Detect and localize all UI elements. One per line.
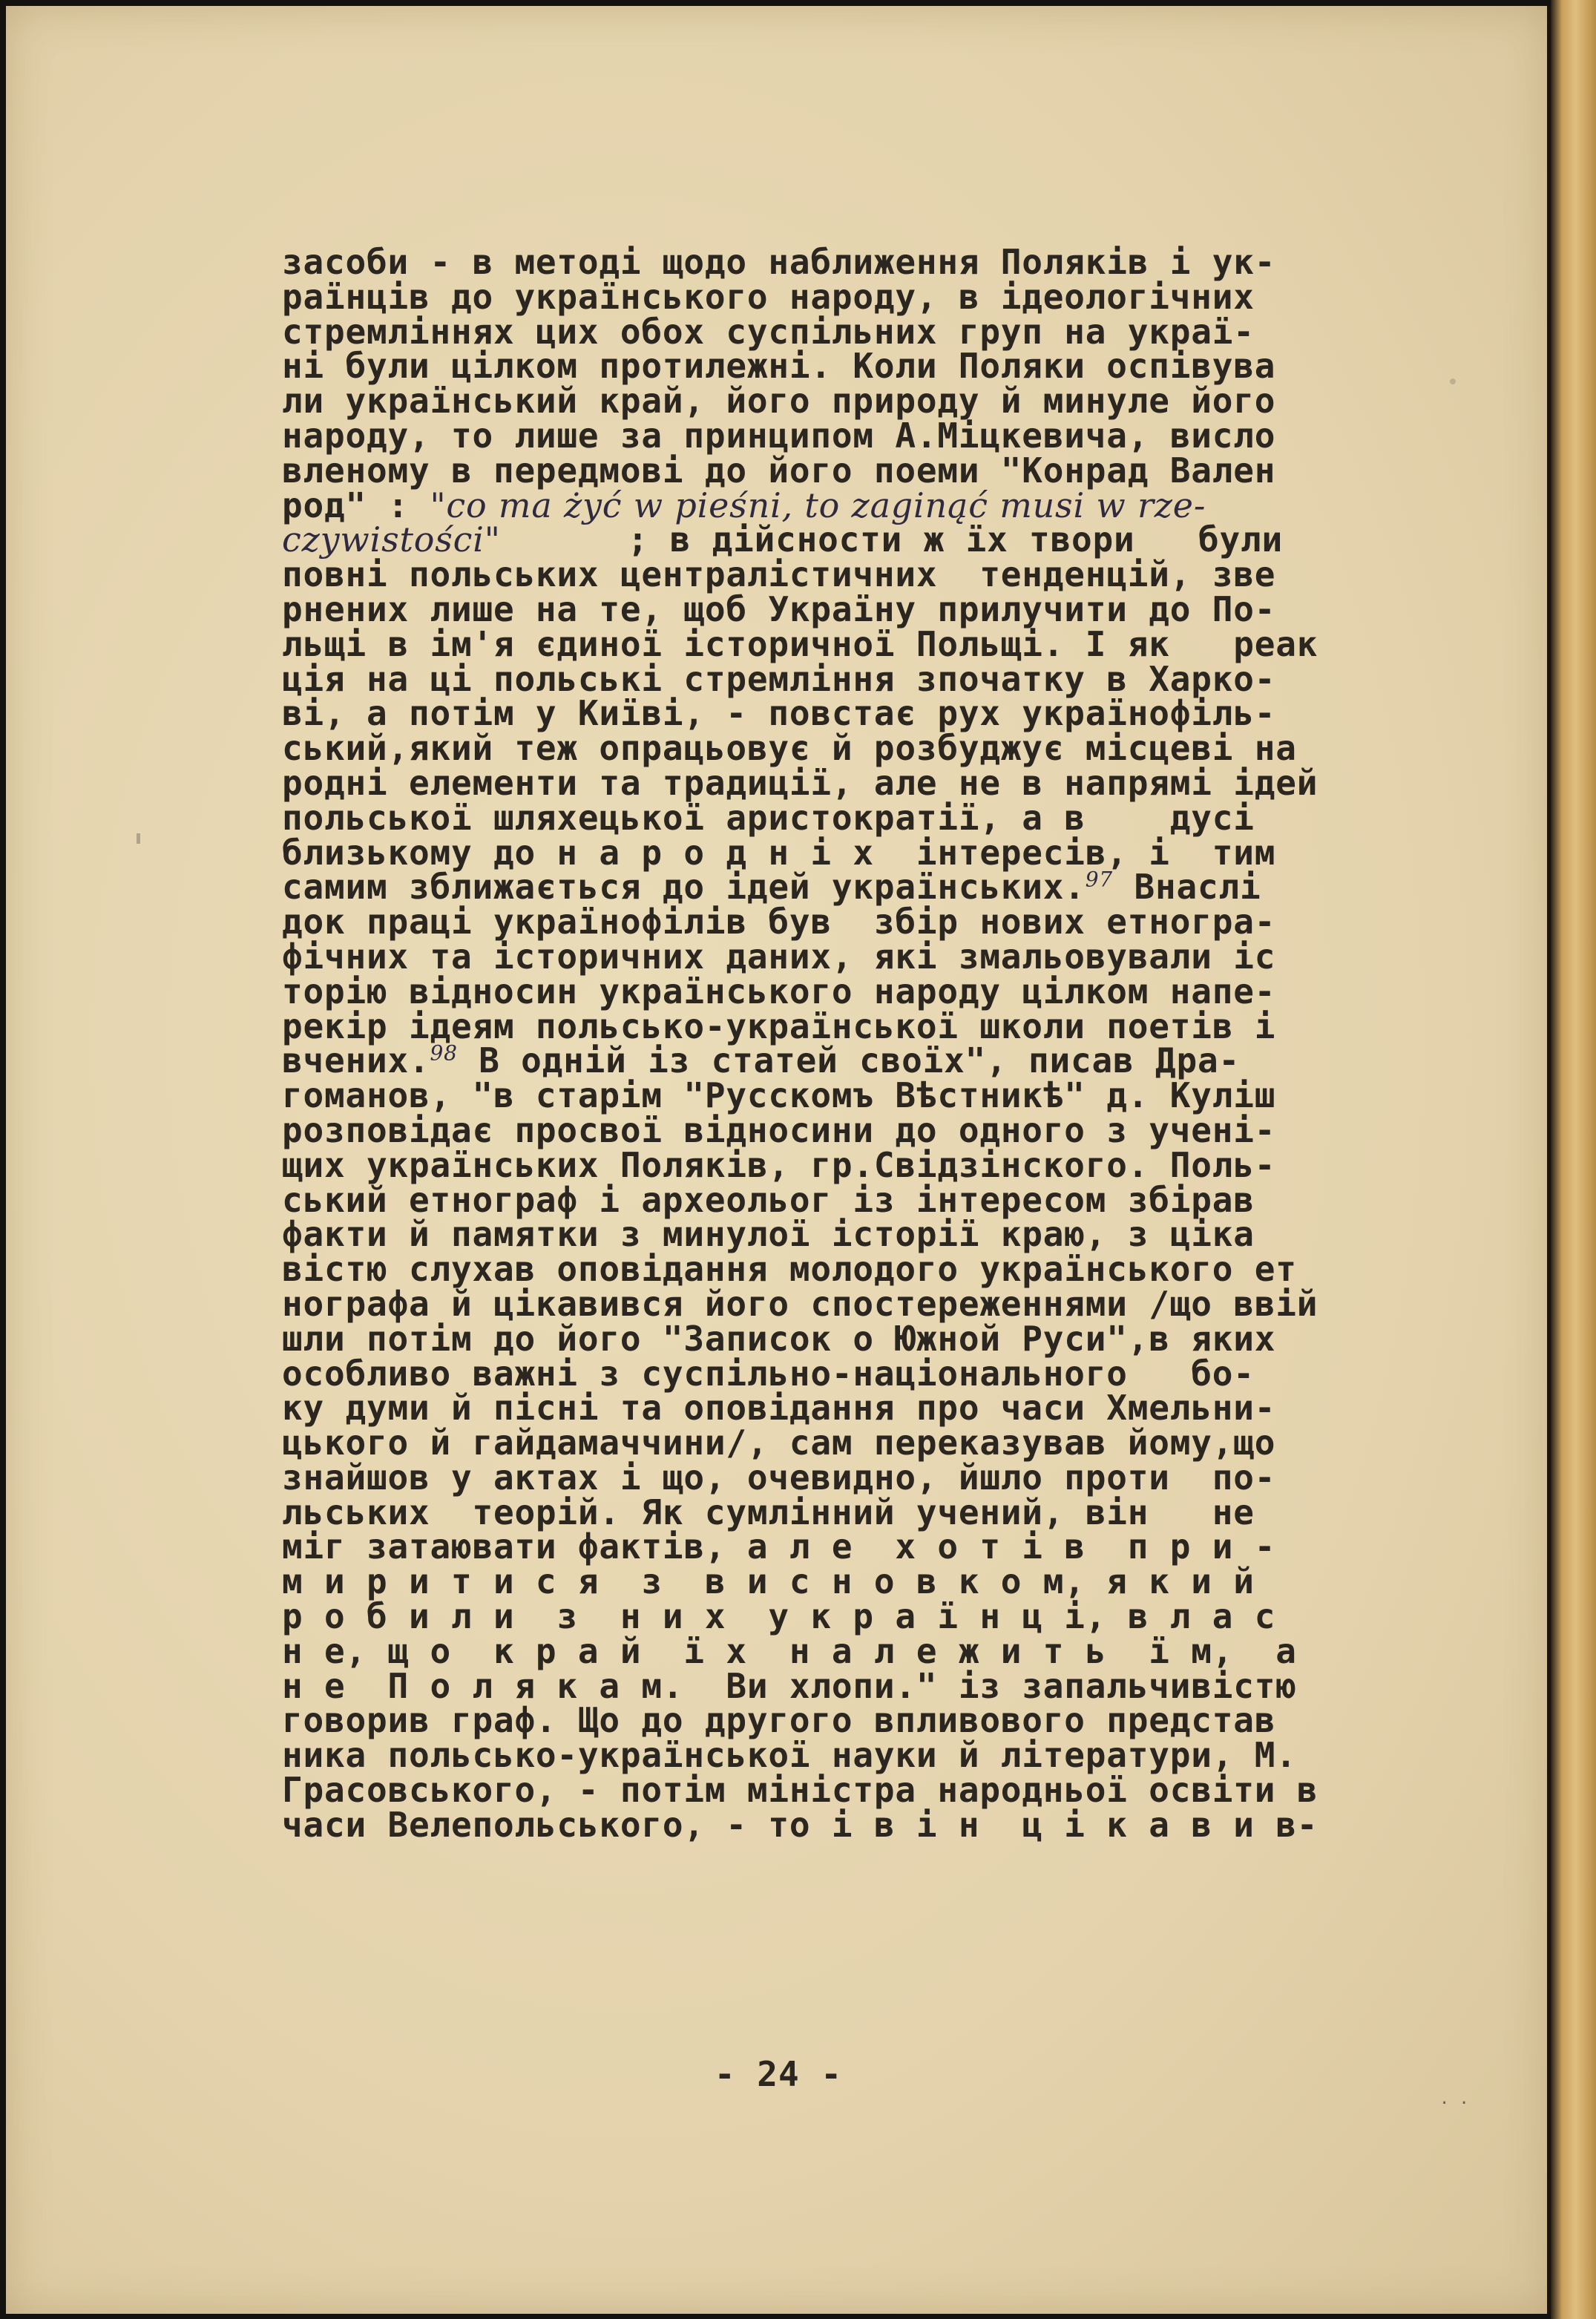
text-line — [282, 1283, 1469, 1324]
text-line — [282, 1665, 1469, 1706]
text-line — [282, 1526, 1469, 1567]
line-text: шли потім до його "Записок о Южной Руси",в яких — [282, 1318, 1276, 1359]
text-line — [282, 1318, 1469, 1359]
text-line — [282, 1700, 1469, 1741]
footnote-marker: 97 — [1085, 867, 1114, 893]
line-text: ція на ці польські стремління зпочатку в Харко- — [282, 658, 1276, 699]
text-line — [282, 1144, 1469, 1185]
text-line — [282, 832, 1469, 873]
text-line — [282, 450, 1469, 491]
text-line — [282, 588, 1469, 629]
text-line — [282, 971, 1469, 1011]
line-text: особливо важні з суспільно-національного бо- — [282, 1353, 1255, 1394]
text-line — [282, 867, 1469, 908]
handwritten-quote: "co ma żyć w pieśni, to zaginąć musi w rze- — [430, 485, 1206, 525]
text-line — [282, 1492, 1469, 1532]
line-text: род" : — [282, 485, 430, 525]
text-line — [282, 1109, 1469, 1150]
text-line — [282, 1249, 1469, 1290]
line-text: раїнців до українського народу, в ідеологічних — [282, 276, 1255, 317]
line-text: повні польських централістичних тенденцій, зве — [282, 554, 1276, 595]
line-text: стремліннях цих обох суспільних груп на украї- — [282, 311, 1255, 352]
line-text: торію відносин українського народу цілком напе- — [282, 971, 1276, 1011]
text-line — [282, 1353, 1469, 1394]
ink-specks: · · — [1439, 2094, 1469, 2113]
text-line — [282, 1804, 1469, 1845]
ink-dot — [1450, 378, 1456, 384]
line-text: ника польсько-української науки й літератури, М. — [282, 1735, 1297, 1776]
line-text: ли український край, його природу й минуле його — [282, 381, 1276, 422]
line-text: міг затаювати фактів, а л е х о т і в п р и - — [282, 1526, 1276, 1567]
text-line — [282, 902, 1469, 942]
text-line — [282, 1006, 1469, 1046]
text-line — [282, 1388, 1469, 1429]
line-text: льщі в ім'я єдиної історичної Польщі. І як реак — [282, 623, 1318, 664]
line-text: говорив граф. Що до другого впливового представ — [282, 1700, 1276, 1741]
text-line — [282, 1214, 1469, 1255]
text-line — [282, 1457, 1469, 1498]
text-line — [282, 936, 1469, 977]
text-line — [282, 1561, 1469, 1602]
line-text: ку думи й пісні та оповідання про часи Хмельни- — [282, 1388, 1276, 1429]
text-line — [282, 762, 1469, 803]
line-text: вленому в передмові до його поеми "Конрад Вален — [282, 450, 1276, 491]
text-line — [282, 276, 1469, 317]
line-text: ський,який теж опрацьовує й розбуджує місцеві на — [282, 728, 1297, 769]
line-text: м и р и т и с я з в и с н о в к о м, я к и й — [282, 1561, 1255, 1602]
line-text: народу, то лише за принципом А.Міцкевича, висло — [282, 415, 1276, 456]
page-number: - 24 - — [714, 2054, 843, 2094]
line-text: близькому до н а р о д н і х інтересів, і тим — [282, 832, 1276, 873]
text-line — [282, 1040, 1469, 1081]
line-text: засоби - в методі щодо наближення Поляків і ук- — [282, 242, 1276, 282]
next-page-edge — [1551, 0, 1596, 2319]
text-line — [282, 658, 1469, 699]
text-line — [282, 1179, 1469, 1220]
line-text: фічних та історичних даних, які змальовували іс — [282, 936, 1276, 977]
line-text: самим зближається до ідей українських. — [282, 867, 1086, 908]
text-line — [282, 485, 1469, 525]
line-text-continued: Внаслі — [1113, 867, 1261, 908]
line-text: р о б и л и з н и х у к р а ї н ц і, в л а с — [282, 1596, 1276, 1637]
text-line — [282, 623, 1469, 664]
text-line — [282, 519, 1469, 560]
text-line — [282, 693, 1469, 734]
line-text: часи Велепольського, - то і в і н ц і к а в и в- — [282, 1804, 1318, 1845]
body-text — [282, 242, 1469, 1845]
line-text: цького й гайдамаччини/, сам переказував йому,що — [282, 1423, 1276, 1463]
text-line — [282, 1735, 1469, 1776]
text-line — [282, 1770, 1469, 1811]
line-text: розповідає просвої відносини до одного з учені- — [282, 1109, 1276, 1150]
text-line — [282, 554, 1469, 595]
line-text: родні елементи та традиції, але не в напрямі ідей — [282, 762, 1318, 803]
line-text: гоманов, "в старім "Русскомъ Вѣстникѣ" д. Куліш — [282, 1075, 1276, 1116]
line-text: льських теорій. Як сумлінний учений, він не — [282, 1492, 1255, 1532]
line-text: вістю слухав оповідання молодого українського ет — [282, 1249, 1297, 1290]
margin-mark — [137, 833, 140, 844]
line-text: ський етнограф і археольог із інтересом збірав — [282, 1179, 1255, 1220]
line-text-continued: ; в дійсности ж їх твори були — [500, 519, 1283, 560]
line-text: знайшов у актах і що, очевидно, йшло проти по- — [282, 1457, 1276, 1498]
text-line — [282, 1075, 1469, 1116]
line-text: нографа й цікавився його спостереженнями /що ввій — [282, 1283, 1318, 1324]
line-text: н е, щ о к р а й ї х н а л е ж и т ь ї м, а — [282, 1630, 1297, 1671]
text-line — [282, 797, 1469, 838]
text-line — [282, 415, 1469, 456]
line-text: факти й памятки з минулої історії краю, з ціка — [282, 1214, 1255, 1255]
text-line — [282, 381, 1469, 422]
text-line — [282, 1596, 1469, 1637]
line-text: рнених лише на те, щоб Україну прилучити до По- — [282, 588, 1276, 629]
line-text-continued: В одній із статей своїх", писав Дра- — [457, 1040, 1240, 1081]
text-line — [282, 1630, 1469, 1671]
text-line — [282, 311, 1469, 352]
line-text: ві, а потім у Київі, - повстає рух українофіль- — [282, 693, 1276, 734]
line-text: н е П о л я к а м. Ви хлопи." із запальчивістю — [282, 1665, 1297, 1706]
line-text: польської шляхецької аристократії, а в дусі — [282, 797, 1255, 838]
line-text: ні були цілком протилежні. Коли Поляки оспівува — [282, 346, 1276, 387]
line-text: рекір ідеям польсько-української школи поетів і — [282, 1006, 1276, 1046]
footnote-marker: 98 — [430, 1041, 458, 1066]
handwritten-quote: czywistości" — [282, 519, 501, 560]
text-line — [282, 1423, 1469, 1463]
line-text: Грасовського, - потім міністра народньої освіти в — [282, 1770, 1318, 1811]
text-line — [282, 346, 1469, 387]
paper-sheet — [6, 6, 1551, 2314]
text-line — [282, 242, 1469, 282]
line-text: док праці українофілів був збір нових етногра- — [282, 902, 1276, 942]
text-line — [282, 728, 1469, 769]
line-text: вчених. — [282, 1040, 430, 1081]
line-text: щих українських Поляків, гр.Свідзінского. Поль- — [282, 1144, 1276, 1185]
